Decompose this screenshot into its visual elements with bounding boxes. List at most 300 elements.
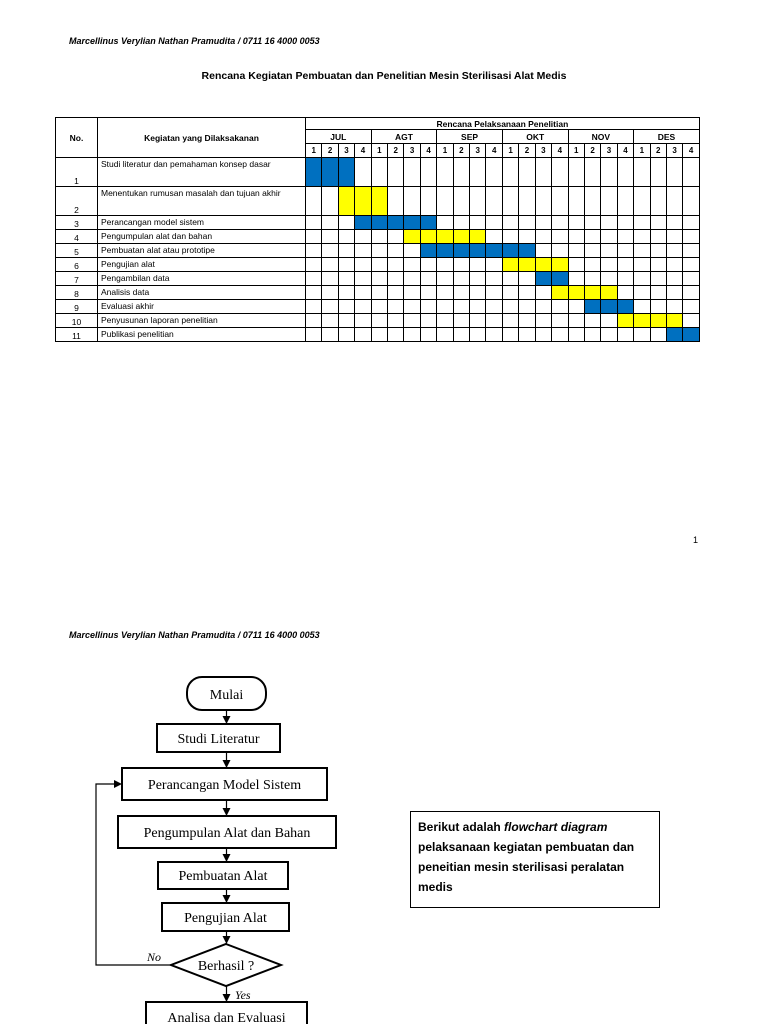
schedule-empty-cell [650, 272, 666, 286]
schedule-empty-cell [404, 328, 420, 342]
schedule-empty-cell [552, 300, 568, 314]
schedule-empty-cell [355, 286, 371, 300]
activity-name: Perancangan model sistem [98, 216, 306, 230]
schedule-bar-cell [338, 187, 354, 216]
schedule-empty-cell [404, 314, 420, 328]
week-header: 1 [306, 144, 322, 158]
yes-label: Yes [235, 988, 251, 1002]
schedule-empty-cell [519, 314, 535, 328]
week-header: 2 [650, 144, 666, 158]
activity-name: Evaluasi akhir [98, 300, 306, 314]
schedule-empty-cell [388, 314, 404, 328]
schedule-bar-cell [519, 244, 535, 258]
schedule-empty-cell [683, 286, 699, 300]
schedule-empty-cell [552, 158, 568, 187]
schedule-bar-cell [437, 230, 453, 244]
schedule-empty-cell [322, 187, 338, 216]
schedule-empty-cell [306, 272, 322, 286]
schedule-empty-cell [322, 328, 338, 342]
schedule-empty-cell [388, 158, 404, 187]
schedule-bar-cell [584, 300, 600, 314]
schedule-empty-cell [420, 300, 436, 314]
schedule-empty-cell [666, 158, 682, 187]
schedule-empty-cell [453, 272, 469, 286]
week-header: 4 [617, 144, 633, 158]
schedule-bar-cell [666, 314, 682, 328]
schedule-empty-cell [470, 300, 486, 314]
activity-name: Analisis data [98, 286, 306, 300]
schedule-empty-cell [338, 258, 354, 272]
schedule-empty-cell [634, 230, 650, 244]
schedule-bar-cell [306, 158, 322, 187]
schedule-empty-cell [666, 216, 682, 230]
schedule-empty-cell [338, 244, 354, 258]
schedule-bar-cell [666, 328, 682, 342]
week-header: 3 [666, 144, 682, 158]
schedule-empty-cell [535, 230, 551, 244]
schedule-bar-cell [634, 314, 650, 328]
activity-name: Studi literatur dan pemahaman konsep dasar [98, 158, 306, 187]
table-row [56, 158, 700, 187]
schedule-empty-cell [486, 230, 502, 244]
activity-name: Pembuatan alat atau prototipe [98, 244, 306, 258]
test-label: Pengujian Alat [184, 911, 267, 926]
schedule-empty-cell [404, 300, 420, 314]
schedule-empty-cell [666, 300, 682, 314]
schedule-empty-cell [552, 328, 568, 342]
month-header: OKT [502, 130, 568, 144]
week-header: 3 [535, 144, 551, 158]
schedule-empty-cell [502, 272, 518, 286]
schedule-empty-cell [355, 258, 371, 272]
week-header: 2 [388, 144, 404, 158]
schedule-empty-cell [338, 314, 354, 328]
row-number: 9 [56, 300, 98, 314]
schedule-empty-cell [601, 244, 617, 258]
start-label: Mulai [209, 688, 244, 703]
schedule-empty-cell [568, 272, 584, 286]
row-number: 2 [56, 187, 98, 216]
schedule-empty-cell [502, 158, 518, 187]
schedule-bar-cell [568, 286, 584, 300]
schedule-empty-cell [666, 272, 682, 286]
month-header: DES [634, 130, 700, 144]
schedule-empty-cell [322, 244, 338, 258]
table-row [56, 314, 700, 328]
schedule-empty-cell [601, 314, 617, 328]
schedule-empty-cell [552, 314, 568, 328]
build-label: Pembuatan Alat [178, 869, 268, 884]
page2-header: Marcellinus Verylian Nathan Pramudita / 0711 16 4000 0053 [69, 630, 320, 640]
schedule-bar-cell [601, 300, 617, 314]
schedule-empty-cell [601, 158, 617, 187]
schedule-empty-cell [371, 272, 387, 286]
schedule-empty-cell [470, 286, 486, 300]
schedule-bar-cell [502, 244, 518, 258]
schedule-empty-cell [650, 187, 666, 216]
week-header: 3 [404, 144, 420, 158]
gantt-table [55, 117, 700, 342]
schedule-empty-cell [306, 258, 322, 272]
activity-name: Pengambilan data [98, 272, 306, 286]
schedule-empty-cell [601, 230, 617, 244]
schedule-empty-cell [535, 187, 551, 216]
schedule-bar-cell [584, 286, 600, 300]
week-header: 1 [371, 144, 387, 158]
schedule-empty-cell [355, 300, 371, 314]
schedule-bar-cell [420, 216, 436, 230]
document-title: Rencana Kegiatan Pembuatan dan Penelitian Mesin Sterilisasi Alat Medis [201, 70, 567, 82]
schedule-bar-cell [535, 272, 551, 286]
week-header: 2 [519, 144, 535, 158]
activity-name: Pengumpulan alat dan bahan [98, 230, 306, 244]
schedule-empty-cell [650, 286, 666, 300]
schedule-empty-cell [388, 230, 404, 244]
week-header: 4 [486, 144, 502, 158]
schedule-empty-cell [617, 258, 633, 272]
table-row [56, 244, 700, 258]
schedule-bar-cell [404, 230, 420, 244]
schedule-empty-cell [519, 328, 535, 342]
schedule-empty-cell [601, 216, 617, 230]
table-row [56, 187, 700, 216]
schedule-empty-cell [453, 216, 469, 230]
table-row [56, 272, 700, 286]
table-row [56, 286, 700, 300]
schedule-empty-cell [584, 244, 600, 258]
schedule-bar-cell [552, 258, 568, 272]
schedule-empty-cell [683, 230, 699, 244]
schedule-empty-cell [617, 272, 633, 286]
schedule-empty-cell [502, 328, 518, 342]
schedule-empty-cell [617, 187, 633, 216]
schedule-bar-cell [470, 230, 486, 244]
schedule-empty-cell [322, 272, 338, 286]
schedule-empty-cell [470, 258, 486, 272]
schedule-bar-cell [552, 286, 568, 300]
row-number: 10 [56, 314, 98, 328]
schedule-empty-cell [568, 244, 584, 258]
schedule-bar-cell [453, 244, 469, 258]
schedule-empty-cell [584, 314, 600, 328]
schedule-bar-cell [683, 328, 699, 342]
schedule-empty-cell [535, 314, 551, 328]
schedule-empty-cell [535, 328, 551, 342]
month-header: JUL [306, 130, 372, 144]
schedule-empty-cell [502, 216, 518, 230]
collect-label: Pengumpulan Alat dan Bahan [143, 826, 311, 841]
schedule-empty-cell [617, 244, 633, 258]
schedule-empty-cell [371, 314, 387, 328]
schedule-empty-cell [338, 230, 354, 244]
schedule-empty-cell [584, 216, 600, 230]
schedule-empty-cell [634, 300, 650, 314]
schedule-bar-cell [617, 300, 633, 314]
analysis-label: Analisa dan Evaluasi [167, 1011, 286, 1024]
schedule-empty-cell [486, 328, 502, 342]
schedule-empty-cell [371, 328, 387, 342]
schedule-empty-cell [683, 216, 699, 230]
schedule-empty-cell [453, 187, 469, 216]
schedule-empty-cell [535, 216, 551, 230]
schedule-bar-cell [535, 258, 551, 272]
schedule-empty-cell [355, 328, 371, 342]
schedule-empty-cell [584, 258, 600, 272]
week-header: 1 [437, 144, 453, 158]
schedule-empty-cell [388, 286, 404, 300]
schedule-bar-cell [371, 187, 387, 216]
schedule-bar-cell [470, 244, 486, 258]
schedule-empty-cell [634, 187, 650, 216]
table-row [56, 300, 700, 314]
schedule-empty-cell [568, 300, 584, 314]
schedule-empty-cell [470, 158, 486, 187]
schedule-empty-cell [404, 258, 420, 272]
note-emphasis: flowchart diagram [504, 820, 608, 834]
schedule-bar-cell [322, 158, 338, 187]
week-header: 4 [552, 144, 568, 158]
schedule-empty-cell [552, 230, 568, 244]
schedule-empty-cell [683, 258, 699, 272]
week-header: 1 [568, 144, 584, 158]
schedule-empty-cell [650, 258, 666, 272]
row-number: 4 [56, 230, 98, 244]
schedule-empty-cell [453, 158, 469, 187]
schedule-empty-cell [584, 272, 600, 286]
schedule-empty-cell [404, 272, 420, 286]
schedule-bar-cell [552, 272, 568, 286]
schedule-empty-cell [683, 187, 699, 216]
schedule-empty-cell [617, 216, 633, 230]
schedule-empty-cell [322, 230, 338, 244]
week-header: 4 [355, 144, 371, 158]
schedule-empty-cell [306, 286, 322, 300]
schedule-empty-cell [683, 244, 699, 258]
no-column-header: No. [56, 118, 98, 158]
schedule-empty-cell [388, 187, 404, 216]
schedule-empty-cell [437, 216, 453, 230]
month-header: SEP [437, 130, 503, 144]
schedule-empty-cell [650, 244, 666, 258]
schedule-empty-cell [437, 314, 453, 328]
schedule-empty-cell [535, 244, 551, 258]
schedule-empty-cell [420, 158, 436, 187]
schedule-empty-cell [486, 286, 502, 300]
schedule-empty-cell [453, 258, 469, 272]
schedule-empty-cell [601, 328, 617, 342]
schedule-empty-cell [355, 230, 371, 244]
schedule-empty-cell [404, 187, 420, 216]
schedule-bar-cell [601, 286, 617, 300]
schedule-empty-cell [437, 258, 453, 272]
schedule-empty-cell [453, 314, 469, 328]
schedule-empty-cell [338, 286, 354, 300]
schedule-empty-cell [634, 216, 650, 230]
schedule-empty-cell [355, 158, 371, 187]
schedule-empty-cell [338, 216, 354, 230]
row-number: 11 [56, 328, 98, 342]
schedule-empty-cell [404, 158, 420, 187]
schedule-empty-cell [322, 286, 338, 300]
schedule-empty-cell [338, 300, 354, 314]
schedule-empty-cell [371, 286, 387, 300]
schedule-empty-cell [371, 230, 387, 244]
schedule-empty-cell [650, 300, 666, 314]
activity-name: Publikasi penelitian [98, 328, 306, 342]
schedule-bar-cell [502, 258, 518, 272]
schedule-empty-cell [666, 286, 682, 300]
schedule-empty-cell [437, 272, 453, 286]
schedule-empty-cell [617, 286, 633, 300]
schedule-empty-cell [568, 158, 584, 187]
schedule-empty-cell [568, 230, 584, 244]
schedule-empty-cell [519, 230, 535, 244]
schedule-empty-cell [420, 286, 436, 300]
schedule-empty-cell [388, 328, 404, 342]
schedule-empty-cell [388, 272, 404, 286]
schedule-empty-cell [502, 314, 518, 328]
table-row [56, 258, 700, 272]
activity-column-header: Kegiatan yang Dilaksakanan [98, 118, 306, 158]
schedule-empty-cell [519, 300, 535, 314]
row-number: 6 [56, 258, 98, 272]
schedule-empty-cell [371, 300, 387, 314]
schedule-empty-cell [338, 272, 354, 286]
schedule-empty-cell [535, 300, 551, 314]
schedule-empty-cell [584, 230, 600, 244]
schedule-empty-cell [486, 258, 502, 272]
schedule-empty-cell [552, 187, 568, 216]
activity-name: Menentukan rumusan masalah dan tujuan akhir [98, 187, 306, 216]
activity-name: Penyusunan laporan penelitian [98, 314, 306, 328]
flowchart-note-box [410, 811, 660, 908]
schedule-empty-cell [306, 216, 322, 230]
schedule-empty-cell [617, 158, 633, 187]
schedule-bar-cell [355, 187, 371, 216]
schedule-bar-cell [650, 314, 666, 328]
table-row [56, 328, 700, 342]
schedule-bar-cell [371, 216, 387, 230]
table-row [56, 230, 700, 244]
schedule-empty-cell [666, 244, 682, 258]
schedule-empty-cell [519, 272, 535, 286]
schedule-empty-cell [584, 187, 600, 216]
schedule-empty-cell [502, 286, 518, 300]
schedule-bar-cell [437, 244, 453, 258]
schedule-empty-cell [634, 286, 650, 300]
schedule-empty-cell [486, 187, 502, 216]
schedule-empty-cell [371, 158, 387, 187]
schedule-empty-cell [306, 314, 322, 328]
schedule-empty-cell [486, 216, 502, 230]
schedule-bar-cell [519, 258, 535, 272]
schedule-empty-cell [634, 328, 650, 342]
schedule-empty-cell [437, 328, 453, 342]
week-header: 4 [420, 144, 436, 158]
month-header: NOV [568, 130, 634, 144]
schedule-empty-cell [355, 314, 371, 328]
schedule-bar-cell [486, 244, 502, 258]
schedule-empty-cell [601, 272, 617, 286]
schedule-empty-cell [404, 286, 420, 300]
schedule-empty-cell [322, 258, 338, 272]
schedule-empty-cell [420, 258, 436, 272]
schedule-empty-cell [388, 300, 404, 314]
schedule-empty-cell [634, 258, 650, 272]
week-header: 1 [502, 144, 518, 158]
plan-header: Rencana Pelaksanaan Penelitian [306, 118, 700, 130]
week-header: 2 [322, 144, 338, 158]
schedule-empty-cell [306, 187, 322, 216]
schedule-empty-cell [355, 244, 371, 258]
page1-header: Marcellinus Verylian Nathan Pramudita / 0711 16 4000 0053 [69, 36, 320, 46]
schedule-empty-cell [470, 187, 486, 216]
schedule-bar-cell [338, 158, 354, 187]
schedule-empty-cell [519, 187, 535, 216]
schedule-empty-cell [420, 314, 436, 328]
schedule-bar-cell [404, 216, 420, 230]
row-number: 7 [56, 272, 98, 286]
schedule-bar-cell [420, 244, 436, 258]
flowchart-diagram [60, 665, 360, 1024]
schedule-empty-cell [470, 328, 486, 342]
schedule-empty-cell [617, 230, 633, 244]
schedule-empty-cell [634, 272, 650, 286]
schedule-empty-cell [306, 230, 322, 244]
schedule-empty-cell [470, 216, 486, 230]
schedule-empty-cell [634, 158, 650, 187]
schedule-empty-cell [666, 258, 682, 272]
schedule-empty-cell [371, 258, 387, 272]
schedule-empty-cell [601, 258, 617, 272]
schedule-bar-cell [388, 216, 404, 230]
schedule-empty-cell [552, 216, 568, 230]
week-header: 2 [453, 144, 469, 158]
row-number: 8 [56, 286, 98, 300]
week-header: 3 [338, 144, 354, 158]
schedule-empty-cell [486, 158, 502, 187]
schedule-empty-cell [306, 300, 322, 314]
schedule-empty-cell [470, 314, 486, 328]
schedule-empty-cell [634, 244, 650, 258]
schedule-empty-cell [404, 244, 420, 258]
schedule-empty-cell [437, 300, 453, 314]
note-suffix: pelaksanaan kegiatan pembuatan dan peneitian mesin sterilisasi peralatan medis [418, 840, 635, 894]
week-header: 1 [634, 144, 650, 158]
schedule-empty-cell [470, 272, 486, 286]
schedule-empty-cell [650, 230, 666, 244]
schedule-empty-cell [666, 187, 682, 216]
schedule-empty-cell [371, 244, 387, 258]
schedule-empty-cell [453, 286, 469, 300]
schedule-empty-cell [437, 158, 453, 187]
schedule-empty-cell [502, 187, 518, 216]
decision-label: Berhasil ? [197, 959, 255, 974]
schedule-empty-cell [306, 244, 322, 258]
note-prefix: Berikut adalah [418, 820, 505, 834]
schedule-empty-cell [486, 314, 502, 328]
schedule-empty-cell [519, 216, 535, 230]
schedule-empty-cell [568, 328, 584, 342]
schedule-bar-cell [453, 230, 469, 244]
schedule-empty-cell [502, 230, 518, 244]
schedule-empty-cell [388, 244, 404, 258]
schedule-empty-cell [322, 314, 338, 328]
row-number: 5 [56, 244, 98, 258]
schedule-empty-cell [683, 158, 699, 187]
week-header: 3 [470, 144, 486, 158]
schedule-empty-cell [437, 286, 453, 300]
